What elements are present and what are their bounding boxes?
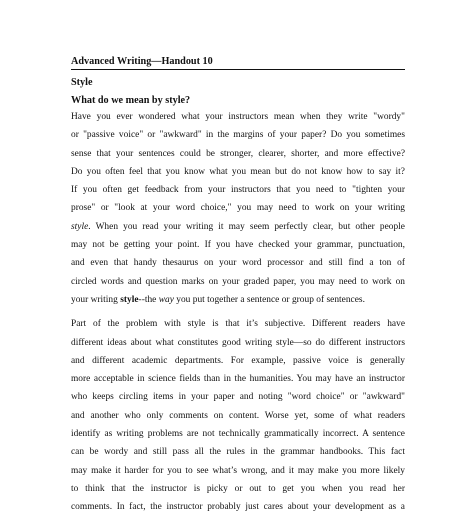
text-run: you put together a sentence or group of sentences. bbox=[173, 294, 365, 305]
text-run: may not be getting your point. If you have checked your grammar, punctuation, bbox=[71, 240, 405, 251]
text-line bbox=[71, 108, 405, 126]
paragraph-1 bbox=[71, 108, 405, 309]
text-run: . When you read your writing it may seem perfectly clear, but other people bbox=[88, 221, 405, 232]
text-run: who keeps circling items in your paper and noting "word choice" or "awkward" bbox=[71, 392, 405, 403]
text-line bbox=[71, 291, 405, 309]
text-line bbox=[71, 315, 405, 333]
text-run: may make it harder for you to see what’s wrong, and it may make you more likely bbox=[71, 465, 405, 476]
text-run: comments. In fact, the instructor probably just cares about your development as a bbox=[71, 502, 405, 513]
text-run: and another who only comments on content. Worse yet, some of what readers bbox=[71, 410, 405, 421]
text-run: prose" or "look at your word choice," you may need to work on your writing bbox=[71, 203, 405, 214]
text-run: can be wordy and still pass all the rules in the grammar handbooks. This fact bbox=[71, 447, 405, 458]
text-run: Have you ever wondered what your instructors mean when they write "wordy" bbox=[71, 112, 405, 122]
text-line bbox=[71, 498, 405, 516]
text-line bbox=[71, 370, 405, 388]
document-header: Advanced Writing—Handout 10 bbox=[71, 56, 405, 70]
section-title: Style bbox=[71, 77, 93, 88]
text-line bbox=[71, 407, 405, 425]
text-line bbox=[71, 334, 405, 352]
text-run: If you often get feedback from your instructors that you need to "tighten your bbox=[71, 185, 405, 196]
text-run: Part of the problem with style is that it’s subjective. Different readers have bbox=[71, 319, 405, 330]
text-run: more acceptable in science fields than in the humanities. You may have an instructor bbox=[71, 374, 405, 385]
text-line bbox=[71, 352, 405, 370]
text-line bbox=[71, 218, 405, 236]
italic-text: way bbox=[158, 294, 174, 305]
bold-text: style bbox=[120, 294, 139, 305]
text-run: or "passive voice" or "awkward" in the margins of your paper? Do you sometimes bbox=[71, 130, 405, 141]
text-run: different ideas about what constitutes good writing style—so do different instructors bbox=[71, 337, 405, 348]
text-line bbox=[71, 126, 405, 144]
text-run: your writing bbox=[71, 294, 121, 305]
text-run: --the bbox=[138, 294, 159, 305]
text-line bbox=[71, 388, 405, 406]
text-run: to think that the instructor is picky or out to get you when you read her bbox=[71, 483, 405, 494]
text-run: and different academic departments. For example, passive voice is generally bbox=[71, 355, 405, 366]
text-line bbox=[71, 254, 405, 272]
text-line bbox=[71, 236, 405, 254]
text-run: and even that handy thesaurus on your word processor and still find a ton of bbox=[71, 258, 405, 269]
text-line bbox=[71, 181, 405, 199]
text-run: Do you often feel that you know what you mean but do not know how to say it? bbox=[71, 166, 405, 177]
paragraph-2 bbox=[71, 315, 405, 516]
text-line bbox=[71, 199, 405, 217]
text-line bbox=[71, 462, 405, 480]
text-line bbox=[71, 273, 405, 291]
text-run: sense that your sentences could be stronger, clearer, shorter, and more effective? bbox=[71, 148, 405, 159]
text-line bbox=[71, 163, 405, 181]
section-question: What do we mean by style? bbox=[71, 95, 191, 106]
text-line bbox=[71, 145, 405, 163]
text-line bbox=[71, 480, 405, 498]
italic-text: style bbox=[71, 221, 89, 232]
text-run: identify as writing problems are not technically grammatically incorrect. A sentence bbox=[71, 429, 405, 440]
text-line bbox=[71, 443, 405, 461]
text-line bbox=[71, 425, 405, 443]
text-run: circled words and question marks on your graded paper, you may need to work on bbox=[71, 276, 405, 287]
document-page bbox=[71, 56, 405, 517]
